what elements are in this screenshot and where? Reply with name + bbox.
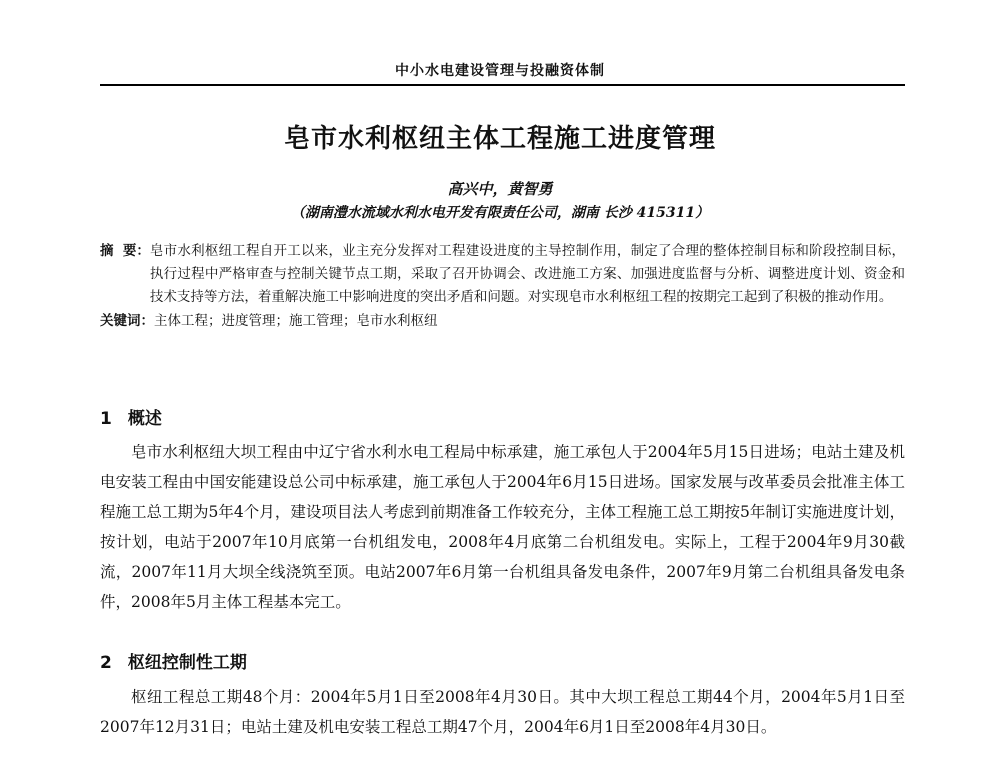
section-number: 1 bbox=[100, 409, 112, 429]
article-authors: 高兴中，黄智勇 bbox=[447, 180, 553, 198]
abstract-block bbox=[100, 240, 905, 333]
article-title: 皂市水利枢纽主体工程施工进度管理 bbox=[283, 124, 716, 154]
section-number: 2 bbox=[100, 653, 112, 673]
abstract-text: 皂市水利枢纽工程自开工以来，业主充分发挥对工程建设进度的主导控制作用，制定了合理的整体控制目标和阶段控制目标，执行过程中严格审查与控制关键节点工期，采取了召开协调会、改进施工方案、加强进度监督与分析、调整进度计划、资金和技术支持等方法，着重解决施工中影响进度的突出矛盾和问题。对实现皂市水利枢纽工程的按期完工起到了积极的推动作用。 bbox=[149, 243, 905, 305]
header-rule bbox=[100, 84, 905, 86]
section-heading-1 bbox=[100, 404, 162, 429]
author-affiliation: （湖南澧水流域水利水电开发有限责任公司，湖南 长沙 415311） bbox=[290, 205, 710, 221]
keywords-text: 主体工程；进度管理；施工管理；皂市水利枢纽 bbox=[154, 313, 438, 329]
running-header: 中小水电建设管理与投融资体制 bbox=[395, 63, 605, 79]
section-title: 枢纽控制性工期 bbox=[127, 653, 247, 673]
abstract-label: 摘 要： bbox=[100, 243, 150, 259]
section-heading-2 bbox=[100, 648, 247, 673]
section-title: 概述 bbox=[127, 409, 162, 429]
keywords-label: 关键词： bbox=[100, 313, 154, 329]
section-2-paragraph: 枢纽工程总工期48个月：2004年5月1日至2008年4月30日。其中大坝工程总工期44个月，2004年5月1日至2007年12月31日；电站土建及机电安装工程总工期47个月，2004年6月1日至2008年4月30日。 bbox=[100, 688, 905, 736]
section-1-paragraph: 皂市水利枢纽大坝工程由中辽宁省水利水电工程局中标承建，施工承包人于2004年5月15日进场；电站土建及机电安装工程由中国安能建设总公司中标承建，施工承包人于2004年6月15日进场。国家发展与改革委员会批准主体工程施工总工期为5年4个月，建设项目法人考虑到前期准备工作较充分，主体工程施工总工期按5年制订实施进度计划，按计划，电站于2007年10月底第一台机组发电，2008年4月底第二台机组发电。实际上，工程于2004年9月30截流，2007年11月大坝全线浇筑至顶。电站2007年6月第一台机组具备发电条件，2007年9月第二台机组具备发电条件，2008年5月主体工程基本完工。 bbox=[100, 443, 905, 611]
abstract-row bbox=[100, 240, 905, 309]
keywords-row bbox=[100, 310, 905, 333]
